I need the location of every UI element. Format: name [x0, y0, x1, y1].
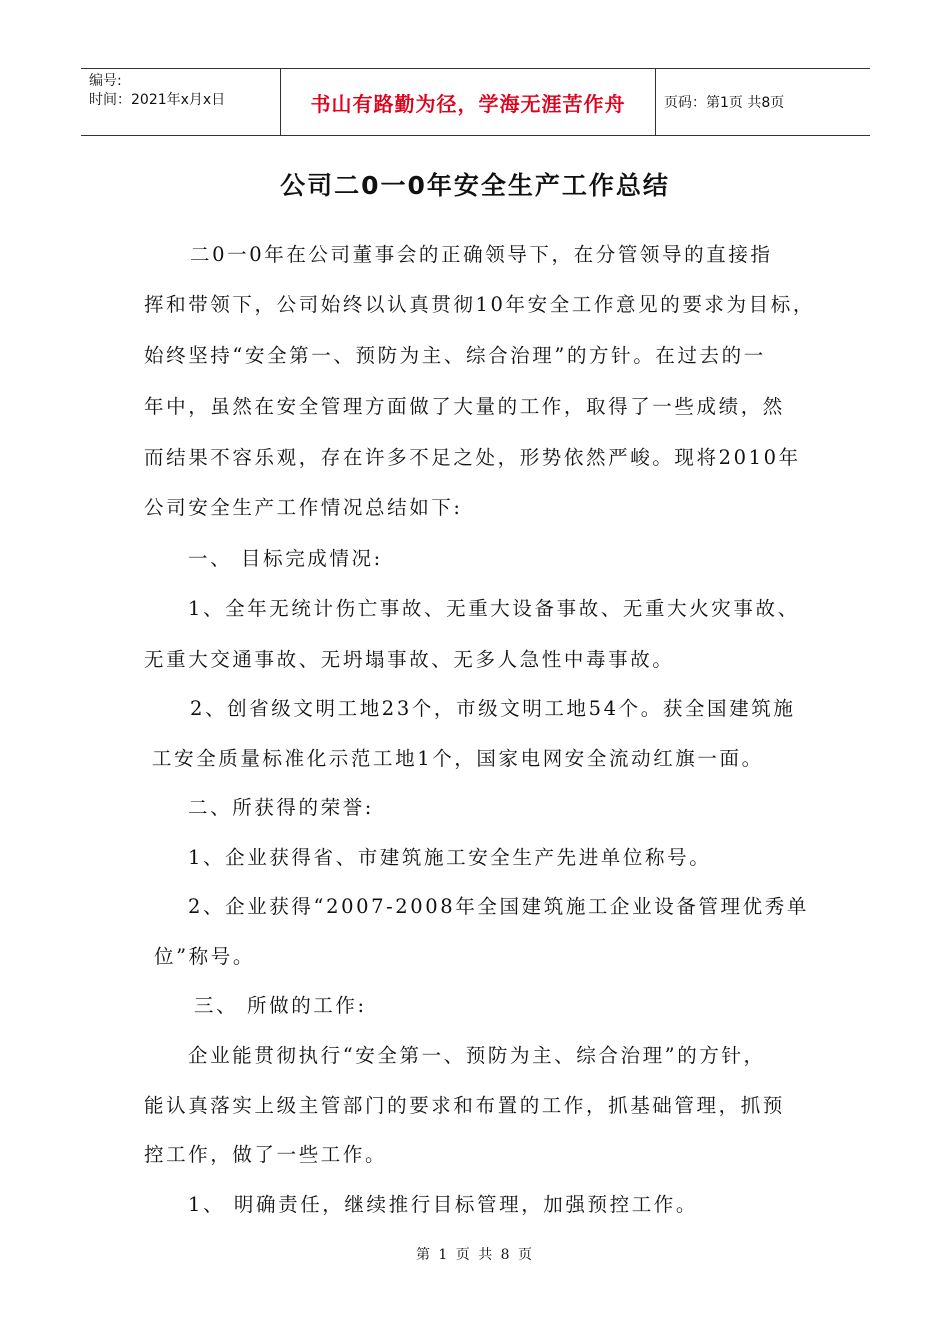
body-line: 年中，虽然在安全管理方面做了大量的工作，取得了一些成绩，然: [144, 395, 785, 418]
body-line: 而结果不容乐观，存在许多不足之处，形势依然严峻。现将2010年: [144, 446, 801, 469]
document-title: 公司二0一0年安全生产工作总结: [280, 171, 670, 200]
body-line: 公司安全生产工作情况总结如下:: [144, 496, 463, 519]
body-line: 无重大交通事故、无坍塌事故、无多人急性中毒事故。: [144, 648, 675, 671]
body-line: 挥和带领下，公司始终以认真贯彻10年安全工作意见的要求为目标，: [144, 293, 815, 316]
body-line: 二0一0年在公司董事会的正确领导下，在分管领导的直接指: [190, 243, 773, 266]
header-motto: 书山有路勤为径，学海无涯苦作舟: [281, 69, 656, 135]
header-page-info: 页码：第1页 共8页: [664, 95, 785, 111]
body-line: 2、创省级文明工地23个，市级文明工地54个。获全国建筑施: [190, 697, 796, 720]
body-line: 2、企业获得“2007-2008年全国建筑施工企业设备管理优秀单: [188, 895, 809, 918]
section-heading: 三、 所做的工作:: [194, 994, 367, 1017]
section-heading: 一、 目标完成情况:: [188, 547, 383, 570]
body-line: 位”称号。: [154, 945, 255, 968]
document-number-label: 编号:: [89, 73, 122, 89]
body-line: 企业能贯彻执行“安全第一、预防为主、综合治理”的方针，: [188, 1044, 766, 1067]
body-line: 1、 明确责任，继续推行目标管理，加强预控工作。: [188, 1193, 699, 1216]
section-heading: 二、所获得的荣誉:: [188, 796, 374, 819]
body-line: 1、企业获得省、市建筑施工安全生产先进单位称号。: [188, 846, 712, 869]
body-line: 能认真落实上级主管部门的要求和布置的工作，抓基础管理，抓预: [144, 1094, 785, 1117]
header-table: [81, 68, 870, 136]
body-line: 始终坚持“安全第一、预防为主、综合治理”的方针。在过去的一: [144, 344, 766, 367]
document-time-label: 时间：2021年x月x日: [89, 92, 226, 108]
body-line: 控工作，做了一些工作。: [144, 1143, 388, 1166]
body-line: 1、全年无统计伤亡事故、无重大设备事故、无重大火灾事故、: [188, 597, 800, 620]
page-footer: 第 1 页 共 8 页: [415, 1247, 535, 1263]
header-meta: [81, 69, 281, 135]
body-line: 工安全质量标准化示范工地1个，国家电网安全流动红旗一面。: [152, 747, 764, 770]
